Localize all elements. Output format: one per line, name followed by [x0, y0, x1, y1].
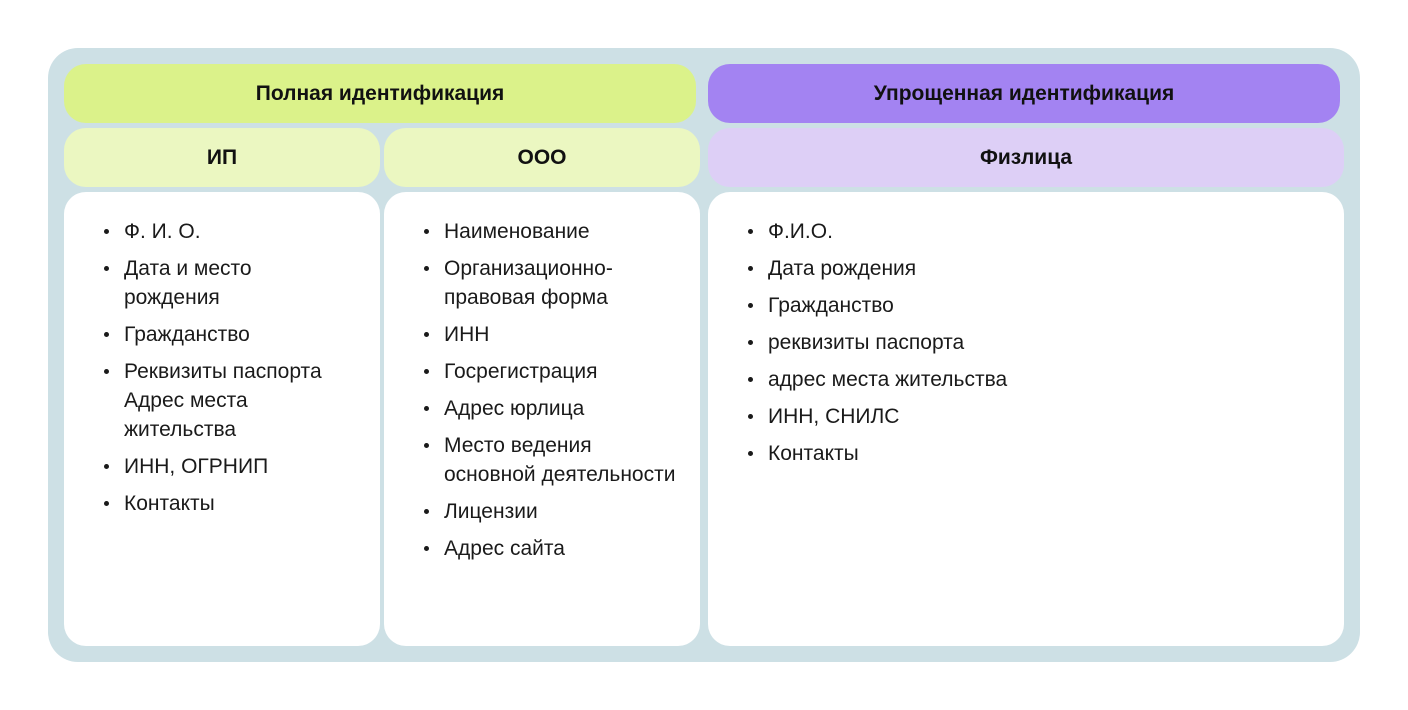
list-item: Наименование: [424, 217, 679, 246]
list-item: Лицензии: [424, 497, 679, 526]
full-identification-header: Полная идентификация: [64, 64, 696, 123]
list-individuals: [748, 217, 1308, 476]
list-item: Ф.И.О.: [748, 217, 1308, 246]
column-header-ip: ИП: [64, 128, 380, 187]
list-item: Контакты: [748, 439, 1308, 468]
list-item: Дата рождения: [748, 254, 1308, 283]
card-ooo: [384, 192, 700, 646]
list-item: Реквизиты паспорта Адрес места жительства: [104, 357, 344, 444]
list-ooo: [424, 217, 679, 571]
card-individuals: [708, 192, 1344, 646]
list-item: Гражданство: [104, 320, 344, 349]
simplified-identification-header: Упрощенная идентификация: [708, 64, 1340, 123]
list-item: ИНН, СНИЛС: [748, 402, 1308, 431]
list-item: Дата и место рождения: [104, 254, 344, 312]
list-item: Госрегистрация: [424, 357, 679, 386]
list-item: Адрес сайта: [424, 534, 679, 563]
list-ip: [104, 217, 344, 526]
list-item: Гражданство: [748, 291, 1308, 320]
column-header-individuals: Физлица: [708, 128, 1344, 187]
list-item: адрес места жительства: [748, 365, 1308, 394]
list-item: ИНН: [424, 320, 679, 349]
list-item: Место ведения основной деятельности: [424, 431, 679, 489]
list-item: ИНН, ОГРНИП: [104, 452, 344, 481]
list-item: реквизиты паспорта: [748, 328, 1308, 357]
card-ip: [64, 192, 380, 646]
list-item: Организационно-правовая форма: [424, 254, 679, 312]
list-item: Адрес юрлица: [424, 394, 679, 423]
list-item: Ф. И. О.: [104, 217, 344, 246]
list-item: Контакты: [104, 489, 344, 518]
column-header-ooo: ООО: [384, 128, 700, 187]
